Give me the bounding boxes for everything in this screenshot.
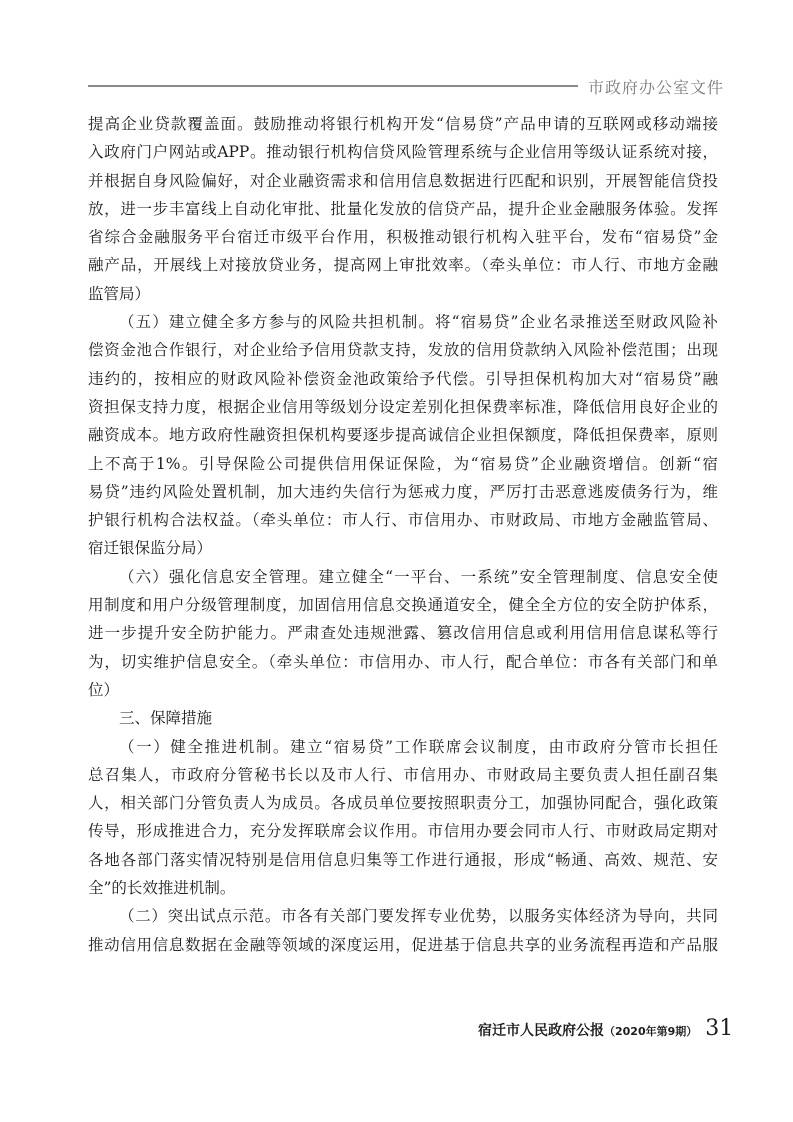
body-line: 护银行机构合法权益。（牵头单位：市人行、市信用办、市财政局、市地方金融监管局、 [88, 511, 718, 530]
body-line: 宿迁银保监分局） [88, 539, 213, 558]
body-line: 各地各部门落实情况特别是信用信息归集等工作进行通报，形成“畅通、高效、规范、安 [88, 850, 718, 869]
page-number: 31 [705, 1016, 734, 1041]
page-footer [478, 1016, 733, 1041]
document-body [88, 110, 718, 959]
body-line: 推动信用信息数据在金融等领域的深度运用，促进基于信息共享的业务流程再造和产品服 [88, 935, 718, 954]
header-rule [88, 85, 578, 87]
body-line: 提高企业贷款覆盖面。鼓励推动将银行机构开发“信易贷”产品申请的互联网或移动端接 [88, 115, 718, 133]
paragraph-start-line: （一）健全推进机制。建立“宿易贷”工作联席会议制度，由市政府分管市长担任 [119, 737, 718, 756]
body-line: 放，进一步丰富线上自动化审批、批量化发放的信贷产品，提升企业金融服务体验。发挥 [88, 199, 718, 218]
body-line: 省综合金融服务平台宿迁市级平台作用，积极推动银行机构入驻平台，发布“宿易贷”金 [88, 228, 718, 247]
body-line: 融资成本。地方政府性融资担保机构要逐步提高诚信企业担保额度，降低担保费率，原则 [88, 426, 718, 445]
body-line: 易贷”违约风险处置机制，加大违约失信行为惩戒力度，严厉打击恶意逃废债务行为，维 [88, 482, 718, 501]
body-line: 资担保支持力度，根据企业信用等级划分设定差别化担保费率标准，降低信用良好企业的 [88, 397, 718, 416]
body-line: 人，相关部门分管负责人为成员。各成员单位要按照职责分工，加强协同配合，强化政策 [88, 794, 718, 813]
body-line: 上不高于1%。引导保险公司提供信用保证保险，为“宿易贷”企业融资增信。创新“宿 [88, 454, 718, 473]
body-line: 进一步提升安全防护能力。严肃查处违规泄露、篡改信用信息或利用信用信息谋私等行 [88, 624, 718, 643]
section-heading: 三、保障措施 [119, 709, 213, 728]
body-line: 总召集人，市政府分管秘书长以及市人行、市信用办、市财政局主要负责人担任副召集 [88, 765, 718, 784]
body-line: 偿资金池合作银行，对企业给予信用贷款支持，发放的信用贷款纳入风险补偿范围；出现 [88, 341, 718, 360]
body-line: 违约的，按相应的财政风险补偿资金池政策给予代偿。引导担保机构加大对“宿易贷”融 [88, 369, 718, 388]
body-line: 入政府门户网站或APP。推动银行机构信贷风险管理系统与企业信用等级认证系统对接， [88, 143, 718, 162]
body-line: 位） [88, 680, 120, 699]
body-line: 全”的长效推进机制。 [88, 879, 236, 898]
body-line: 融产品，开展线上对接放贷业务，提高网上审批效率。（牵头单位：市人行、市地方金融 [88, 256, 718, 275]
paragraph-start-line: （五）建立健全多方参与的风险共担机制。将“宿易贷”企业名录推送至财政风险补 [119, 313, 718, 332]
body-line: 为，切实维护信息安全。（牵头单位：市信用办、市人行，配合单位：市各有关部门和单 [88, 652, 718, 671]
paragraph-start-line: （二）突出试点示范。市各有关部门要发挥专业优势，以服务实体经济为导向，共同 [119, 907, 718, 926]
footer-issue: （2020年第9期） [604, 1025, 698, 1038]
running-header-title: 市政府办公室文件 [588, 78, 725, 97]
body-line: 用制度和用户分级管理制度，加固信用信息交换通道安全，健全全方位的安全防护体系， [88, 596, 718, 615]
footer-journal-name: 宿迁市人民政府公报 [478, 1023, 604, 1039]
paragraph-start-line: （六）强化信息安全管理。建立健全“一平台、一系统”安全管理制度、信息安全使 [119, 567, 718, 586]
body-line: 传导，形成推进合力，充分发挥联席会议作用。市信用办要会同市人行、市财政局定期对 [88, 822, 718, 841]
body-line: 并根据自身风险偏好，对企业融资需求和信用信息数据进行匹配和识别，开展智能信贷投 [88, 171, 718, 190]
body-line: 监管局） [88, 284, 151, 303]
